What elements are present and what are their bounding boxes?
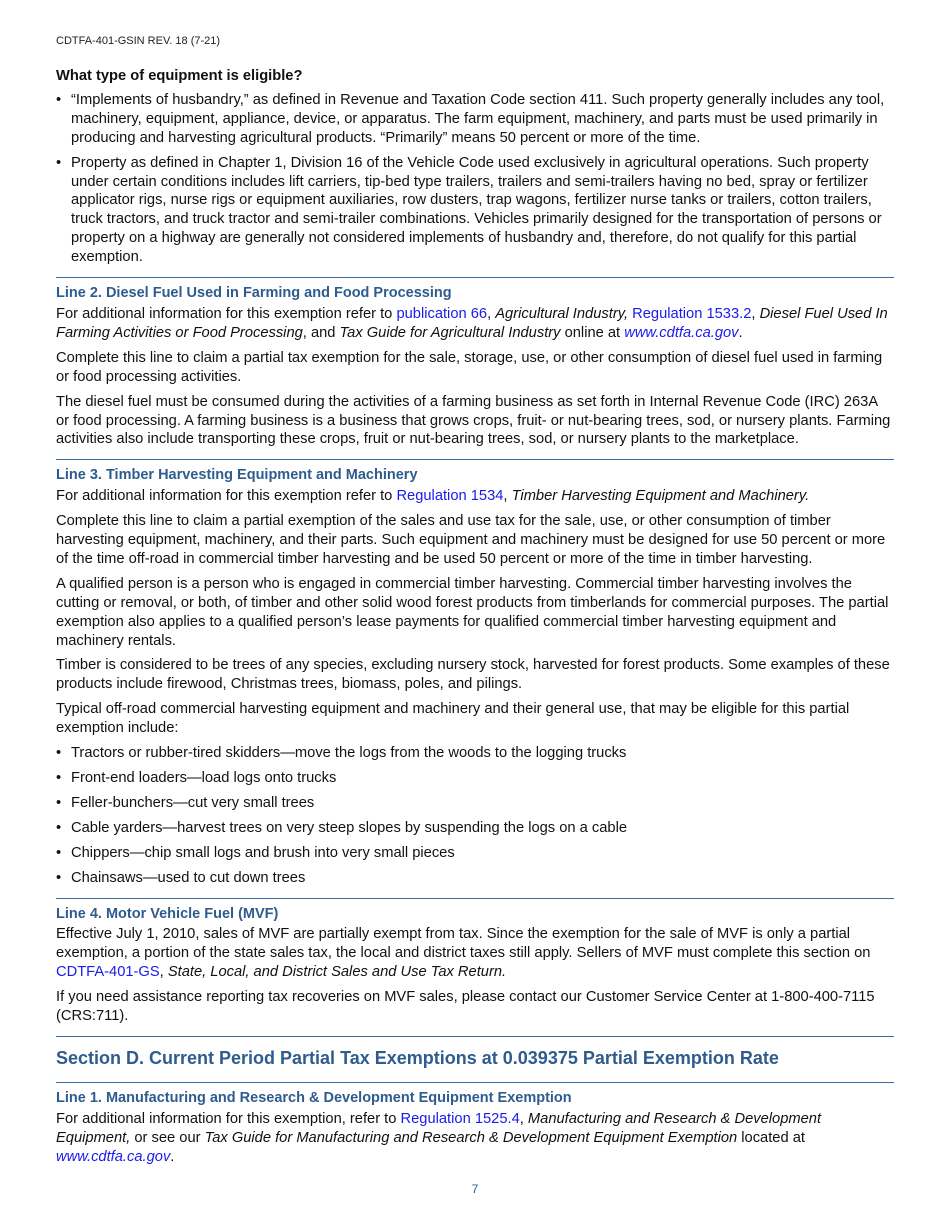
form-id: CDTFA-401-GSIN REV. 18 (7-21) [56, 35, 221, 47]
regulation-1533-2-link[interactable]: Regulation 1533.2 [632, 305, 752, 322]
text: . [738, 324, 743, 341]
list-item: • Cable yarders—harvest trees on very steep slopes by suspending the logs on a cable [56, 819, 894, 838]
page-number: 7 [471, 1182, 479, 1196]
guide-title: Tax Guide for Agricultural Industry [339, 324, 561, 341]
line4-heading: Line 4. Motor Vehicle Fuel (MVF) [56, 905, 279, 922]
eligible-heading: What type of equipment is eligible? [56, 68, 303, 84]
line3-paragraph: Complete this line to claim a partial exemption of the sales and use tax for the sale, use, or other consumption of timber harvesting equipment, machinery, and their parts. Such equipment and machinery must be designed for use 50 percent or more of the time off-road in commercial timber harvesting and be used 50 percent or more of the time in timber harvesting. [56, 513, 886, 567]
list-item: • Chippers—chip small logs and brush into very small pieces [56, 844, 894, 863]
text: online at [560, 324, 625, 341]
link-text: www.cdtfa.ca.gov [56, 1148, 171, 1165]
section-d-heading: Section D. Current Period Partial Tax Exemptions at 0.039375 Partial Exemption Rate [56, 1047, 779, 1068]
reg-title: Diesel Fuel Used In Farming Activities or Food Processing [56, 305, 888, 341]
text: For additional information for this exemption, refer to [56, 1110, 401, 1127]
text: , and [302, 324, 340, 341]
link-text: www.cdtfa.ca.gov [624, 324, 739, 341]
section-divider [56, 277, 894, 278]
regulation-1525-4-link[interactable]: Regulation 1525.4 [400, 1110, 520, 1127]
text: , [487, 305, 496, 322]
section-divider [56, 1082, 894, 1083]
text: , [751, 305, 760, 322]
regulation-1534-link[interactable]: Regulation 1534 [396, 488, 504, 505]
sd-line1-heading: Line 1. Manufacturing and Research & Development Equipment Exemption [56, 1089, 572, 1106]
list-item: • Feller-bunchers—cut very small trees [56, 794, 894, 813]
list-item: • Front-end loaders—load logs onto trucks [56, 769, 894, 788]
line3-paragraph: Typical off-road commercial harvesting equipment and machinery and their general use, that may be eligible for this partial exemption include: [56, 701, 850, 737]
text: or see our [130, 1129, 205, 1146]
line4-paragraph: If you need assistance reporting tax recoveries on MVF sales, please contact our Customer Service Center at 1-800-400-7115 (CRS:711). [56, 989, 875, 1025]
sd-line1-reference [56, 1110, 894, 1167]
cdtfa-401-gs-link[interactable]: CDTFA-401-GS [56, 964, 160, 981]
text: Effective July 1, 2010, sales of MVF are partially exempt from tax. Since the exemption for the sale of MVF is only a partial exemption, a portion of the state sales tax, the local and district taxes still apply. Sellers of MVF must complete this section on [56, 926, 871, 962]
line2-paragraph: Complete this line to claim a partial tax exemption for the sale, storage, use, or other consumption of diesel fuel used in farming or food processing activities. [56, 349, 883, 385]
section-divider [56, 898, 894, 899]
list-item: • “Implements of husbandry,” as defined in Revenue and Taxation Code section 411. Such property generally includes any tool, machinery, equipment, appliance, device, or apparatus. The farm equipment, machinery, and parts must be used primarily in producing and harvesting agricultural products. “Primarily” means 50 percent or more of the time. [56, 91, 894, 148]
reg-title: Timber Harvesting Equipment and Machinery. [511, 488, 810, 505]
pub-title: Agricultural Industry, [495, 305, 629, 322]
eligible-list [56, 91, 894, 267]
equipment-list [56, 744, 894, 887]
line3-reference [56, 487, 894, 506]
line2-reference [56, 305, 894, 343]
list-item: • Tractors or rubber-tired skidders—move the logs from the woods to the logging trucks [56, 744, 894, 763]
section-divider [56, 459, 894, 460]
section-divider [56, 1036, 894, 1037]
line3-heading: Line 3. Timber Harvesting Equipment and Machinery [56, 467, 418, 484]
text: , [519, 1110, 528, 1127]
text: located at [737, 1129, 805, 1146]
cdtfa-website-link[interactable] [56, 1149, 170, 1165]
form-title: State, Local, and District Sales and Use Tax Return. [167, 964, 507, 981]
guide-title: Tax Guide for Manufacturing and Research & Development Equipment Exemption [204, 1129, 738, 1146]
text: . [170, 1148, 175, 1165]
text: , [503, 488, 512, 505]
page-content [56, 67, 894, 1173]
cdtfa-website-link[interactable] [624, 325, 738, 341]
line2-heading: Line 2. Diesel Fuel Used in Farming and Food Processing [56, 285, 452, 302]
reg-title: Manufacturing and Research & Development Equipment, [56, 1110, 822, 1146]
line4-paragraph [56, 925, 894, 982]
line3-paragraph: A qualified person is a person who is engaged in commercial timber harvesting. Commercial timber harvesting involves the cutting or removal, or both, of timber and other solid wood forest products from timberlands for commercial purposes. The partial exemption also applies to a qualified person’s lease payments for qualified commercial timber harvesting equipment and machinery rentals. [56, 575, 889, 649]
line3-paragraph: Timber is considered to be trees of any species, excluding nursery stock, harvested for forest products. Some examples of these products include firewood, Christmas trees, biomass, poles, and pilings. [56, 657, 890, 693]
publication-66-link[interactable]: publication 66 [396, 305, 488, 322]
text: , [159, 964, 168, 981]
text: For additional information for this exemption refer to [56, 488, 397, 505]
list-item: • Property as defined in Chapter 1, Division 16 of the Vehicle Code used exclusively in agricultural operations. Such property under certain conditions includes lift carriers, tip-bed type trailers, trailers and semi-trailers having no bed, spray or fertilizer applicator rigs, nurse rigs or equipment auxiliaries, row dusters, trap wagons, fertilizer nurse tanks or trailers, cotton trailers, truck tractors, and truck tractor and semi-trailer combinations. Vehicles primarily designed for the transportation of persons or property on a highway are generally not considered implements of husbandry and, therefore, do not qualify for this partial exemption. [56, 154, 894, 267]
text: For additional information for this exemption refer to [56, 305, 397, 322]
list-item: • Chainsaws—used to cut down trees [56, 869, 894, 888]
line2-paragraph: The diesel fuel must be consumed during the activities of a farming business as set forth in Internal Revenue Code (IRC) 263A or food processing. A farming business is a business that grows crops, fruit- or nut-bearing trees, sod, or nursery plants. Farming activities also include transporting these crops, fruit or nut-bearing trees, sod, or nursery plants to the marketplace. [56, 393, 891, 448]
